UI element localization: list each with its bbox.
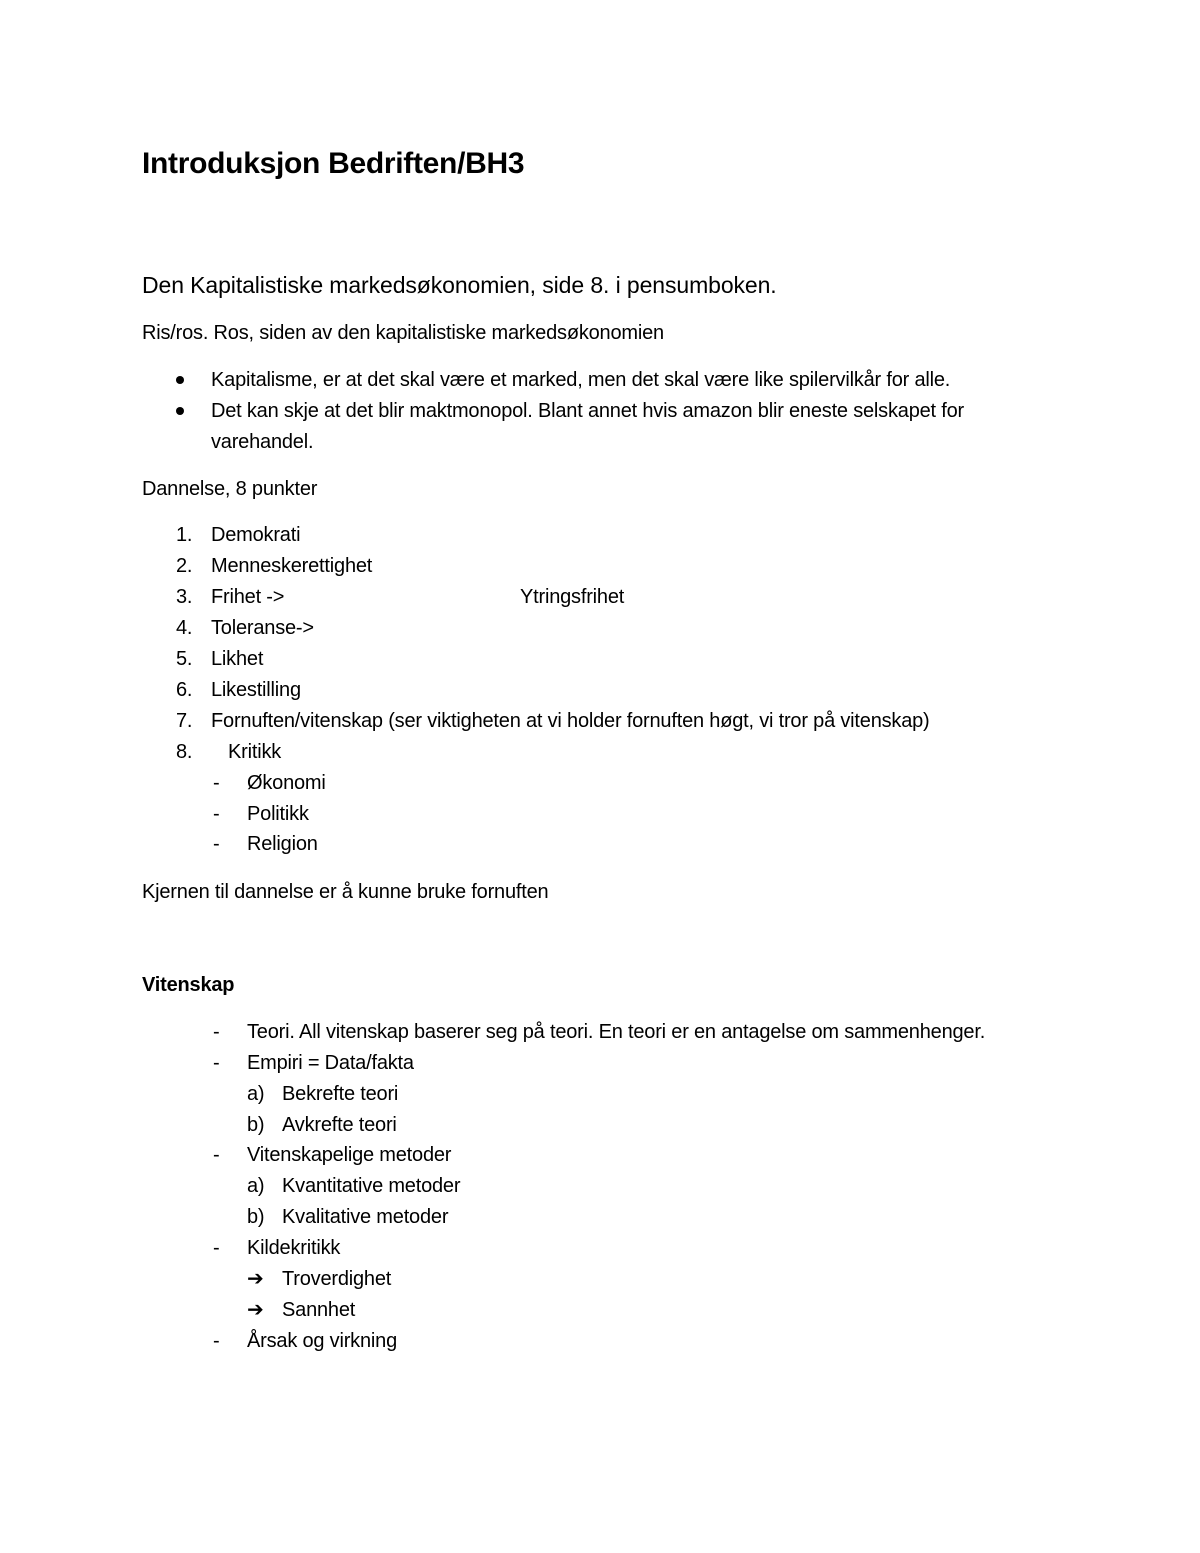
bullet-item-continuation: varehandel.: [211, 431, 314, 453]
sub-list-item: Politikk: [247, 803, 309, 825]
sub-list-item: Økonomi: [247, 772, 326, 794]
subtitle: Den Kapitalistiske markedsøkonomien, side 8. i pensumboken.: [142, 272, 777, 298]
list-number: 8.: [176, 741, 193, 763]
sub-list-item: Bekrefte teori: [282, 1083, 399, 1105]
list-item: Fornuften/vitenskap (ser viktigheten at vi holder fornuften høgt, vi tror på vitenskap): [211, 710, 930, 732]
dash-marker: -: [213, 803, 220, 825]
bullet-item: Kapitalisme, er at det skal være et marked, men det skal være like spilervilkår for alle.: [211, 369, 951, 391]
list-item: Likhet: [211, 648, 264, 670]
list-item: Frihet ->: [211, 586, 285, 608]
dash-marker: -: [213, 1021, 220, 1043]
bullet-icon: [176, 376, 184, 384]
sub-list-label: b): [247, 1206, 265, 1228]
list-item: Demokrati: [211, 524, 301, 546]
sub-list-label: a): [247, 1175, 265, 1197]
list-item: Kritikk: [228, 741, 282, 763]
arrow-right-icon: ➔: [247, 1268, 264, 1290]
ris-ros-line: Ris/ros. Ros, siden av den kapitalistiske markedsøkonomien: [142, 322, 664, 344]
list-item: Toleranse->: [211, 617, 314, 639]
bullet-item: Det kan skje at det blir maktmonopol. Blant annet hvis amazon blir eneste selskapet for: [211, 400, 965, 422]
list-item: Menneskerettighet: [211, 555, 373, 577]
list-number: 7.: [176, 710, 193, 732]
vitenskap-item-teori: Teori. All vitenskap baserer seg på teori. En teori er en antagelse om sammenhenger.: [247, 1021, 986, 1043]
sub-list-item: Religion: [247, 833, 318, 855]
dash-marker: -: [213, 1330, 220, 1352]
dash-marker: -: [213, 772, 220, 794]
list-number: 3.: [176, 586, 193, 608]
sub-list-label: a): [247, 1083, 265, 1105]
dash-marker: -: [213, 1144, 220, 1166]
sub-list-item: Kvantitative metoder: [282, 1175, 461, 1197]
sub-list-item: Sannhet: [282, 1299, 356, 1321]
list-item-extra: Ytringsfrihet: [520, 586, 625, 608]
vitenskap-item-empiri: Empiri = Data/fakta: [247, 1052, 414, 1074]
dash-marker: -: [213, 1052, 220, 1074]
list-number: 6.: [176, 679, 193, 701]
sub-list-item: Avkrefte teori: [282, 1114, 397, 1136]
sub-list-label: b): [247, 1114, 265, 1136]
bullet-icon: [176, 407, 184, 415]
vitenskap-item-kildekritikk: Kildekritikk: [247, 1237, 341, 1259]
list-item: Likestilling: [211, 679, 301, 701]
dash-marker: -: [213, 833, 220, 855]
list-number: 5.: [176, 648, 193, 670]
vitenskap-item-arsak: Årsak og virkning: [247, 1330, 397, 1352]
list-number: 2.: [176, 555, 193, 577]
sub-list-item: Kvalitative metoder: [282, 1206, 449, 1228]
sub-list-item: Troverdighet: [282, 1268, 392, 1290]
dannelse-heading: Dannelse, 8 punkter: [142, 478, 318, 500]
page-title: Introduksjon Bedriften/BH3: [142, 147, 525, 180]
vitenskap-heading: Vitenskap: [142, 974, 235, 996]
list-number: 1.: [176, 524, 193, 546]
kjernen-line: Kjernen til dannelse er å kunne bruke fornuften: [142, 881, 549, 903]
vitenskap-item-metoder: Vitenskapelige metoder: [247, 1144, 452, 1166]
arrow-right-icon: ➔: [247, 1299, 264, 1321]
list-number: 4.: [176, 617, 193, 639]
dash-marker: -: [213, 1237, 220, 1259]
